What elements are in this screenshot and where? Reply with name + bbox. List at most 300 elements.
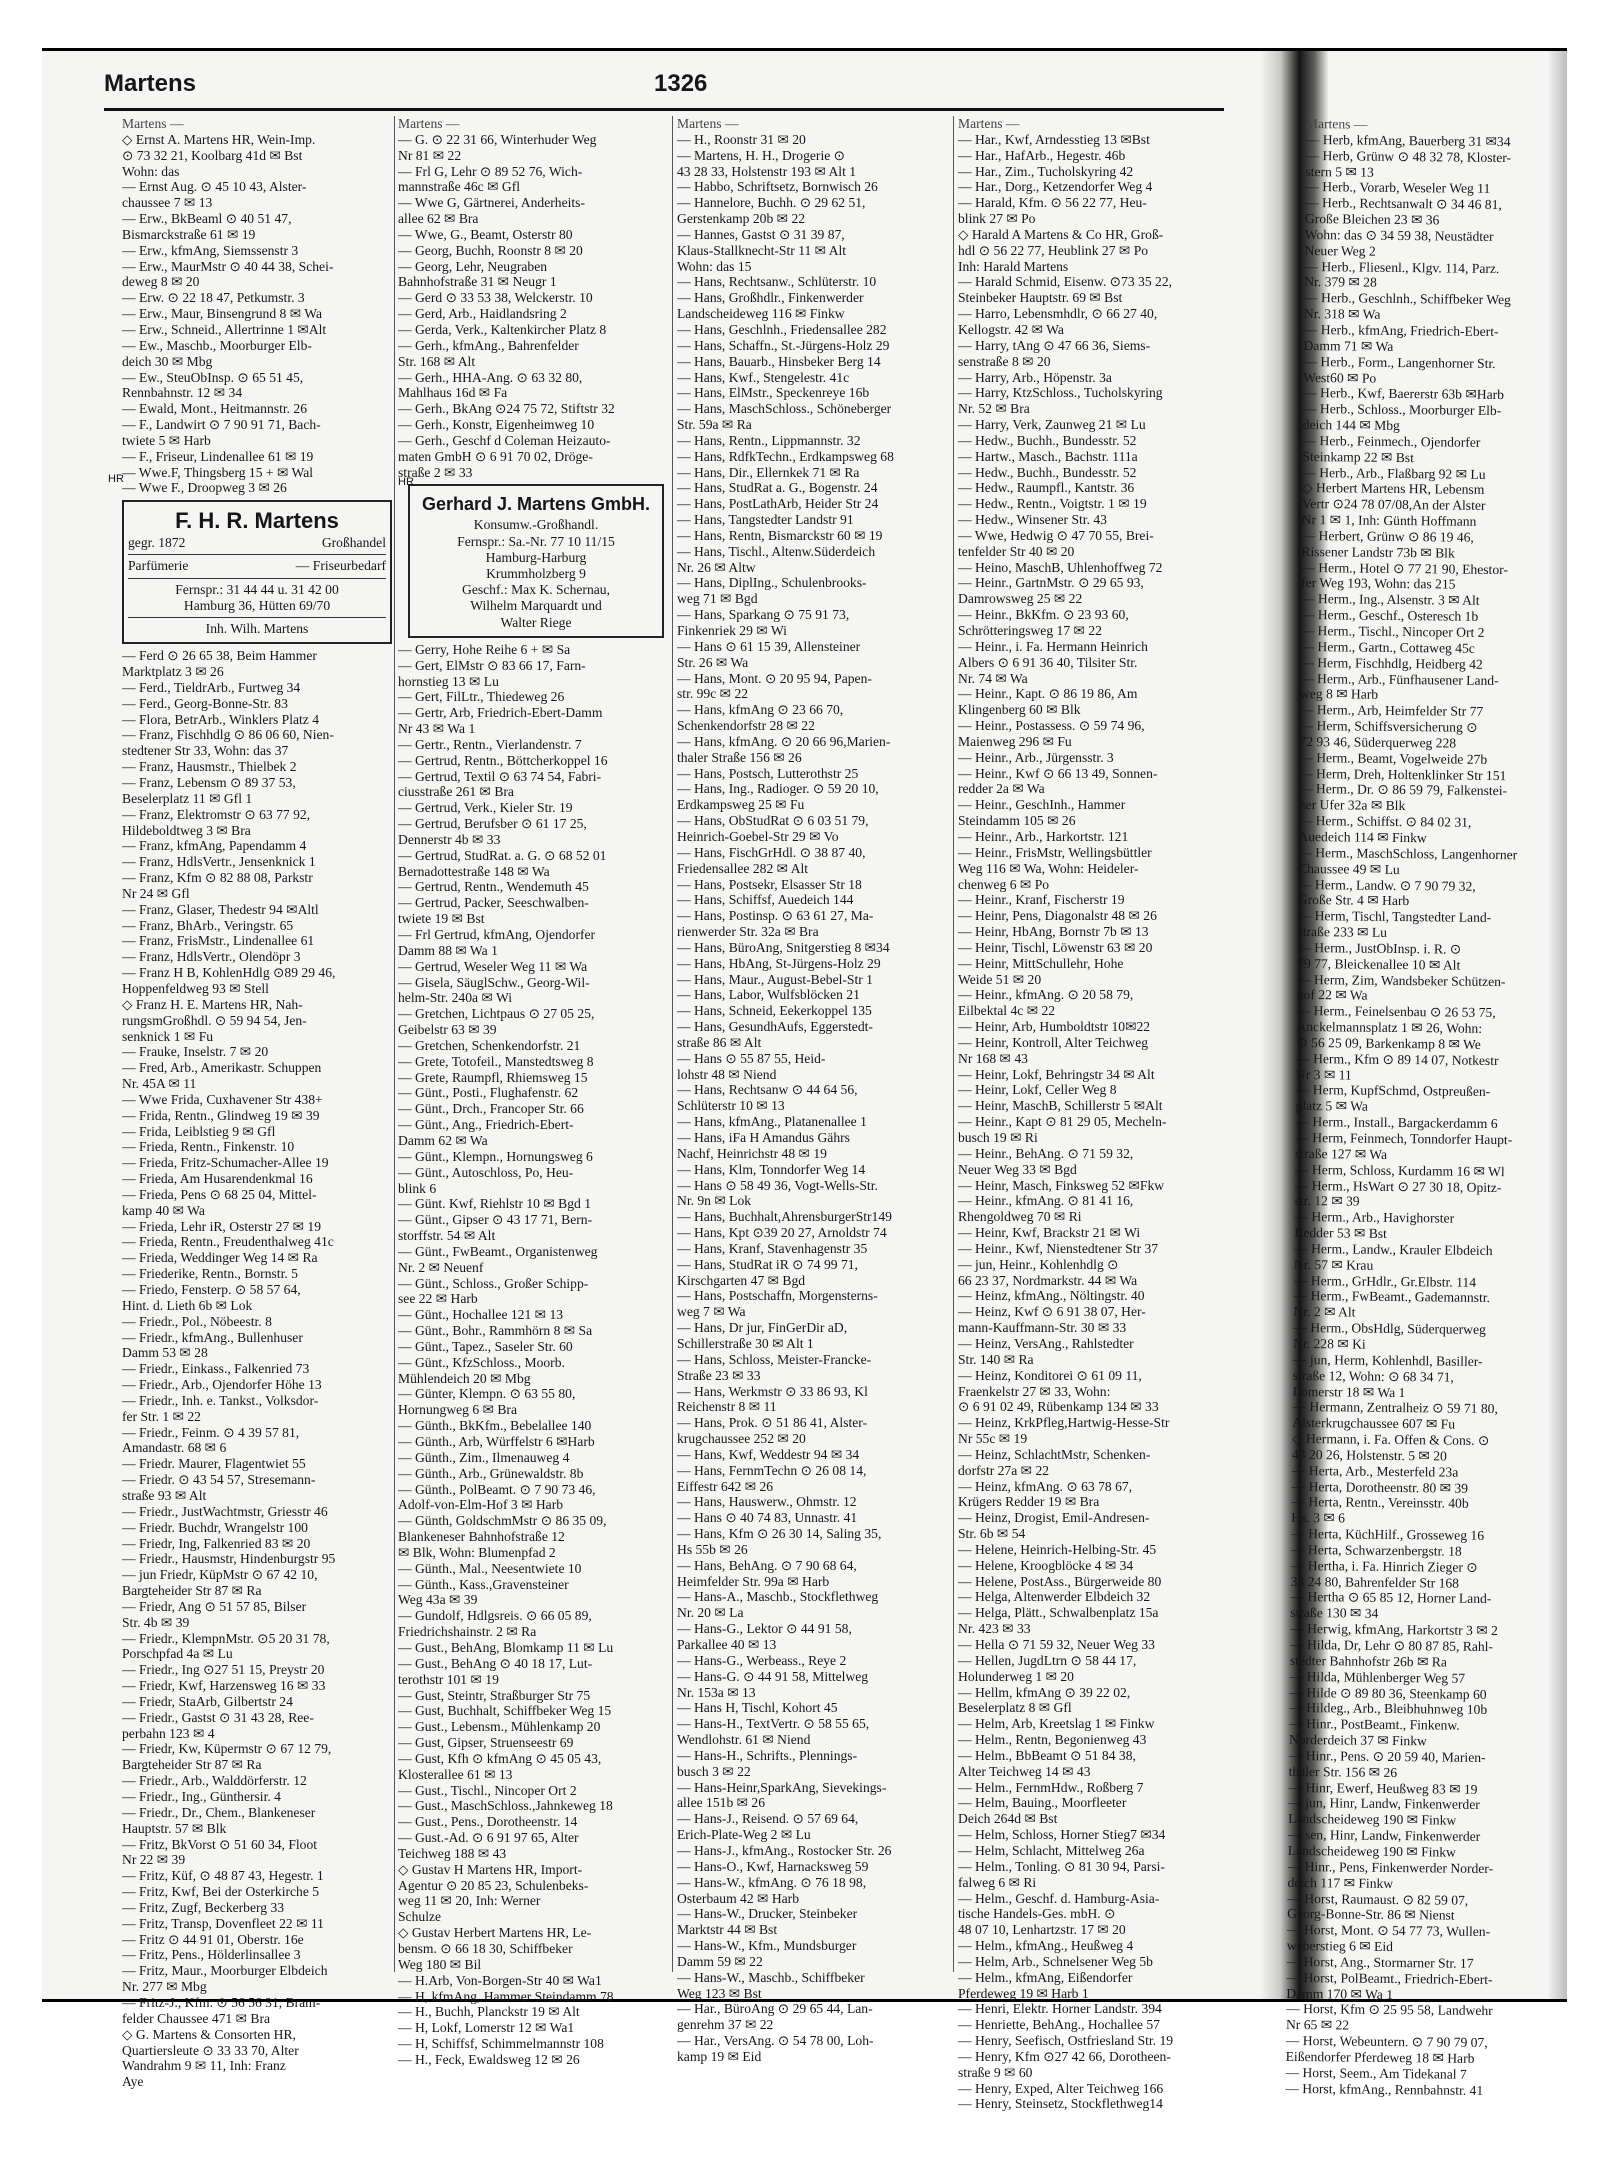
directory-entry-line: — Gertrud, Rentn., Böttcherkoppel 16: [398, 752, 608, 768]
directory-entry-line: — Hedw., Raumpfl., Kantstr. 36: [958, 480, 1135, 496]
directory-entry-line: — Herm., JustObInsp. i. R. ⊙: [1297, 939, 1462, 957]
directory-entry-line: Hs. 3 ✉ 6: [1291, 1510, 1346, 1526]
directory-entry-line: — Frieda, Rentn., Finkenstr. 10: [122, 1139, 295, 1155]
directory-entry-line: redder 2a ✉ Wa: [958, 781, 1045, 797]
directory-entry-line: — Friedr, Kw, Küpermstr ⊙ 67 12 79,: [122, 1741, 332, 1757]
directory-entry-line: — Heinz, KrkPfleg,Hartwig-Hesse-Str: [958, 1415, 1170, 1431]
directory-entry-line: dorfstr 27a ✉ 22: [958, 1462, 1050, 1478]
directory-entry-line: — Herb, kfmAng, Bauerberg 31 ✉34: [1305, 131, 1511, 149]
directory-entry-line: Bargteheider Str 87 ✉ Ra: [122, 1757, 262, 1773]
directory-entry-line: — Herta, KüchHilf., Grosseweg 16: [1291, 1526, 1485, 1544]
directory-entry-line: Damm 71 ✉ Wa: [1303, 337, 1394, 354]
directory-entry-line: — Hartw., Masch., Bachstr. 111a: [958, 448, 1138, 464]
directory-entry-line: straße 2 ✉ 33: [398, 464, 473, 480]
directory-entry-line: — Hans, MaschSchloss., Schöneberger: [677, 401, 892, 417]
directory-entry-line: — Günt., KfzSchloss., Moorb.: [398, 1354, 565, 1370]
directory-entry-line: Heinrich-Goebel-Str 29 ✉ Vo: [677, 828, 839, 844]
directory-entry-line: — Hans, Schneid, Eekerkoppel 135: [677, 1003, 872, 1019]
directory-entry-line: — Hans, kfmAng. ⊙ 20 66 96,Marien-: [677, 733, 891, 749]
directory-entry-line: Landscheideweg 190 ✉ Finkw: [1288, 1811, 1457, 1828]
directory-entry-line: Inh: Harald Martens: [958, 258, 1069, 274]
directory-entry-line: — Hans, BüroAng, Snitgerstieg 8 ✉34: [677, 939, 890, 955]
directory-entry-line: — Franz, FrisMstr., Lindenallee 61: [122, 933, 315, 949]
directory-entry-line: — Heinr, Pens, Diagonalstr 48 ✉ 26: [958, 908, 1157, 924]
directory-entry-line: — Günth., Kass.,Gravensteiner: [398, 1576, 569, 1592]
directory-entry-line: — Gerh., kfmAng., Bahrenfelder: [398, 337, 579, 353]
directory-entry-line: Neuer Weg 33 ✉ Bgd: [958, 1161, 1077, 1177]
directory-entry-line: — Hans, Kranf, Stavenhagenstr 35: [677, 1240, 868, 1256]
directory-entry-line: — Fritz, Kwf, Bei der Osterkirche 5: [122, 1884, 320, 1900]
directory-entry-line: straße 130 ✉ 34: [1290, 1605, 1379, 1622]
directory-entry-line: deich 144 ✉ Mbg: [1302, 417, 1400, 434]
directory-entry-line: ciusstraße 261 ✉ Bra: [398, 784, 514, 800]
directory-entry-line: — Friedr., Ing., Günthersir. 4: [122, 1789, 281, 1805]
directory-entry-line: — Hans, PostLathArb, Heider Str 24: [677, 496, 879, 512]
directory-entry-line: — Herm., Arb., Fünfhausener Land-: [1300, 670, 1499, 688]
directory-entry-line: — Georg, Buchh, Roonstr 8 ✉ 20: [398, 242, 583, 258]
directory-entry-line: — Helm., kfmAng., Heußweg 4: [958, 1938, 1134, 1954]
directory-entry-line: Gerstenkamp 20b ✉ 22: [677, 211, 806, 227]
directory-entry-line: — Franz, Fischhdlg ⊙ 86 06 60, Nien-: [122, 727, 334, 743]
directory-entry-line: — Hans, Rentn, Bismarckstr 60 ✉ 19: [677, 527, 883, 543]
directory-entry-line: — Hans, FischGrHdl. ⊙ 38 87 40,: [677, 844, 866, 860]
directory-entry-line: — Gert, FilLtr., Thiedeweg 26: [398, 689, 565, 705]
directory-entry-line: straße 93 ✉ Alt: [122, 1487, 207, 1503]
directory-entry-line: — Helm., FernmHdw., Roßberg 7: [958, 1779, 1144, 1795]
directory-entry-line: 72 93 46, Süderquerweg 228: [1299, 733, 1457, 751]
directory-entry-line: — Friedr. Maurer, Flagentwiet 55: [122, 1456, 306, 1472]
ad-hr-label: HR: [108, 473, 124, 485]
directory-entry-line: — Günt., Bohr., Rammhörn 8 ✉ Sa: [398, 1323, 593, 1339]
directory-entry-line: — Gust.-Ad. ⊙ 6 91 97 65, Alter: [398, 1830, 579, 1846]
directory-entry-line: twiete 5 ✉ Harb: [122, 432, 211, 448]
directory-entry-line: Hs 55b ✉ 26: [677, 1541, 748, 1557]
directory-entry-line: — Gertrud, Verk., Kieler Str. 19: [398, 800, 573, 816]
directory-entry-line: — Hans-W., Kfm., Mundsburger: [677, 1938, 857, 1954]
directory-entry-line: — Heinz, Konditorei ⊙ 61 09 11,: [958, 1367, 1142, 1383]
ad-address: Hamburg 36, Hütten 69/70: [183, 597, 331, 613]
directory-entry-line: — Frida, Leiblstieg 9 ✉ Gfl: [122, 1123, 276, 1139]
directory-entry-line: — Heinr., GeschInh., Hammer: [958, 797, 1126, 813]
directory-entry-line: 43 28 33, Holstenstr 193 ✉ Alt 1: [677, 163, 857, 179]
directory-entry-line: — Hilda, Dr, Lehr ⊙ 80 87 85, Rahl-: [1289, 1636, 1494, 1655]
directory-entry-line: — Heinr., Arb., Jürgensstr. 3: [958, 749, 1114, 765]
directory-entry-line: — Hans, GesundhAufs, Eggerstedt-: [677, 1019, 873, 1035]
directory-entry-line: thaler Straße 156 ✉ 26: [677, 749, 802, 765]
directory-entry-line: — Fritz, Zugf, Beckerberg 33: [122, 1899, 285, 1915]
directory-entry-line: — Herb., Kwf, Baererstr 63b ✉Harb: [1303, 385, 1505, 403]
ad-goods-left: Parfümerie: [128, 558, 189, 574]
directory-entry-line: — Herm, Tischl, Tangstedter Land-: [1297, 908, 1492, 926]
directory-entry-line: Nr 55c ✉ 19: [958, 1431, 1028, 1447]
directory-entry-line: — Friedr., Feinm. ⊙ 4 39 57 81,: [122, 1424, 300, 1440]
directory-entry-line: genrehm 37 ✉ 22: [677, 2017, 774, 2033]
directory-entry-line: — Günth., BkKfm., Bebelallee 140: [398, 1418, 592, 1434]
directory-entry-line: — Herm., Schiffst. ⊙ 84 02 31,: [1298, 813, 1472, 830]
directory-entry-line: Nr. 57 ✉ Krau: [1293, 1256, 1374, 1273]
directory-entry-line: — Frl Gertrud, kfmAng, Ojendorfer: [398, 927, 596, 943]
directory-entry-line: — Horst, Webeuntern. ⊙ 7 90 79 07,: [1285, 2032, 1488, 2051]
ad-divider: [128, 578, 386, 579]
directory-entry-line: — Friedr., Arb., Ojendorfer Höhe 13: [122, 1377, 322, 1393]
directory-entry-line: busch 3 ✉ 22: [677, 1763, 751, 1779]
directory-entry-line: — Heinr., GartnMstr. ⊙ 29 65 93,: [958, 575, 1144, 591]
directory-entry-line: deich 30 ✉ Mbg: [122, 353, 213, 369]
directory-entry-line: — Gertr, Arb, Friedrich-Ebert-Damm: [398, 705, 603, 721]
directory-entry-line: — Gust, Kfh ⊙ kfmAng ⊙ 45 05 43,: [398, 1750, 602, 1766]
directory-entry-line: Damm 59 ✉ 22: [677, 1953, 763, 1969]
directory-entry-line: — Hans, Rentn., Lippmannstr. 32: [677, 432, 861, 448]
directory-entry-line: — Hans, FernmTechn ⊙ 26 08 14,: [677, 1462, 867, 1478]
directory-entry-line: — Hellen, JugdLtrn ⊙ 58 44 17,: [958, 1652, 1137, 1668]
directory-entry-line: Damm 88 ✉ Wa 1: [398, 942, 498, 958]
entry-list: [958, 132, 1224, 2112]
directory-entry-line: Klaus-Stallknecht-Str 11 ✉ Alt: [677, 242, 847, 258]
directory-entry-line: — Horst, Kfm ⊙ 25 95 58, Landwehr: [1286, 2001, 1493, 2019]
directory-entry-line: Nr. 26 ✉ Altw: [677, 559, 756, 575]
ad-owner: Inh. Wilh. Martens: [205, 621, 309, 637]
directory-entry-line: ◇ Ernst A. Martens HR, Wein-Imp.: [122, 131, 316, 147]
entry-list: [398, 642, 664, 2068]
directory-entry-line: — Herm., HsWart ⊙ 27 30 18, Opitz-: [1294, 1177, 1502, 1195]
directory-entry-line: Beselerplatz 11 ✉ Gfl 1: [122, 790, 253, 806]
directory-entry-line: Friedrichshainstr. 2 ✉ Ra: [398, 1624, 537, 1640]
directory-entry-line: perbahn 123 ✉ 4: [122, 1725, 215, 1741]
directory-entry-line: — Ew., SteuObInsp. ⊙ 65 51 45,: [122, 369, 304, 385]
directory-entry-line: ◇ Gustav H Martens HR, Import-: [398, 1861, 583, 1877]
directory-entry-line: — Harry, Verk, Zaunweg 21 ✉ Lu: [958, 417, 1146, 433]
directory-entry-line: — Hans, kfmAng., Platanenallee 1: [677, 1114, 867, 1130]
directory-entry-line: Wendlohstr. 61 ✉ Niend: [677, 1732, 811, 1748]
directory-entry-line: — Har., Dorg., Ketzendorfer Weg 4: [958, 179, 1153, 195]
directory-entry-line: Straße 23 ✉ 33: [677, 1367, 761, 1383]
directory-entry-line: Beselerplatz 8 ✉ Gfl: [958, 1700, 1072, 1716]
directory-entry-line: — Ew., Maschb., Moorburger Elb-: [122, 337, 312, 353]
directory-entry-line: — Hans, Rechtsanw ⊙ 44 64 56,: [677, 1082, 858, 1098]
directory-entry-line: — Heinr., kfmAng. ⊙ 81 41 16,: [958, 1193, 1134, 1209]
directory-entry-line: — Gerh., Geschf d Coleman Heizauto-: [398, 432, 611, 448]
directory-entry-line: — Heinr., i. Fa. Hermann Heinrich: [958, 638, 1148, 654]
directory-entry-line: — Heinz, SchlachtMstr, Schenken-: [958, 1446, 1151, 1462]
directory-entry-line: — Friedr., Inh. e. Tankst., Volksdor-: [122, 1392, 319, 1408]
directory-entry-line: maten GmbH ⊙ 6 91 70 02, Dröge-: [398, 448, 593, 464]
directory-entry-line: — Herwig, kfmAng, Harkortstr 3 ✉ 2: [1290, 1621, 1498, 1639]
directory-entry-line: — Hans, Tischl., Altenw.Süderdeich: [677, 543, 876, 559]
directory-entry-line: — Frieda, Pens ⊙ 68 25 04, Mittel-: [122, 1186, 317, 1202]
ad-managers: Wilhelm Marquardt und: [470, 598, 602, 614]
directory-entry-line: senstraße 8 ✉ 20: [958, 353, 1051, 369]
directory-entry-line: Große Str. 4 ✉ Harb: [1297, 892, 1410, 909]
directory-entry-line: Fraenkelstr 27 ✉ 33, Wohn:: [958, 1383, 1111, 1399]
directory-entry-line: — Har., Kwf, Arndesstieg 13 ✉Bst: [958, 131, 1150, 147]
directory-entry-line: Nr 1 ✉ 1, Inh: Günth Hoffmann: [1301, 512, 1477, 529]
directory-entry-line: — Erw., MaurMstr ⊙ 40 44 38, Schei-: [122, 258, 334, 274]
directory-entry-line: Agentur ⊙ 20 85 23, Schulenbeks-: [398, 1877, 589, 1893]
directory-entry-line: — Herm, Dreh, Holtenklinker Str 151: [1299, 765, 1507, 783]
directory-entry-line: — Gerry, Hohe Reihe 6 + ✉ Sa: [398, 641, 571, 657]
directory-entry-line: — Friedr., KlempnMstr. ⊙5 20 31 78,: [122, 1630, 330, 1646]
directory-entry-line: — jun, Hinr, Landw, Finkenwerder: [1288, 1795, 1480, 1813]
directory-entry-line: Dennerstr 4b ✉ 33: [398, 831, 501, 847]
directory-entry-line: Schenkendorfstr 28 ✉ 22: [677, 718, 815, 734]
directory-entry-line: Nr. 20 ✉ La: [677, 1605, 744, 1621]
directory-entry-line: 43 20 26, Holstenstr. 5 ✉ 20: [1291, 1446, 1447, 1464]
directory-entry-line: — Henry, Seefisch, Ostfriesland Str. 19: [958, 2033, 1174, 2049]
directory-entry-line: — Helm., kfmAng, Eißendorfer: [958, 1969, 1133, 1985]
directory-entry-line: blink 6: [398, 1180, 437, 1196]
directory-entry-line: — Friedr., Arb., Walddörferstr. 12: [122, 1773, 307, 1789]
directory-entry-line: — Hans, Postinsp. ⊙ 63 61 27, Ma-: [677, 908, 874, 924]
directory-entry-line: chenweg 6 ✉ Po: [958, 876, 1050, 892]
directory-entry-line: — Frieda, Am Husarendenkmal 16: [122, 1171, 313, 1187]
directory-entry-line: — Frauke, Inselstr. 7 ✉ 20: [122, 1044, 269, 1060]
directory-entry-line: — Gerda, Verk., Kaltenkircher Platz 8: [398, 321, 607, 337]
entry-list: [122, 132, 392, 496]
directory-entry-line: — Frieda, Lehr iR, Osterstr 27 ✉ 19: [122, 1218, 322, 1234]
directory-entry-line: — Har., BüroAng ⊙ 29 65 44, Lan-: [677, 2001, 873, 2017]
column-head: Martens —: [1305, 116, 1368, 132]
directory-entry-line: Nr. 318 ✉ Wa: [1303, 306, 1381, 322]
directory-entry-line: — Hans, kfmAng ⊙ 23 66 70,: [677, 702, 844, 718]
directory-entry-line: — Horst, Mont. ⊙ 54 77 73, Wullen-: [1286, 1922, 1491, 1940]
ad-goods-right: — Friseurbedarf: [295, 558, 386, 574]
directory-entry-line: — Helm, Schloss, Horner Stieg7 ✉34: [958, 1827, 1166, 1843]
directory-entry-line: Str. 26 ✉ Wa: [677, 654, 749, 670]
directory-entry-line: — Helene, Kroogblöcke 4 ✉ 34: [958, 1557, 1134, 1573]
directory-entry-line: Reichenstr 8 ✉ 11: [677, 1399, 777, 1415]
column-divider: [672, 116, 673, 1972]
directory-entry-line: — Gerh., BkAng ⊙24 75 72, Stiftstr 32: [398, 401, 615, 417]
directory-entry-line: hornstieg 13 ✉ Lu: [398, 673, 499, 689]
directory-entry-line: bensm. ⊙ 66 18 30, Schiffbeker: [398, 1941, 573, 1957]
directory-entry-line: Marktplatz 3 ✉ 26: [122, 664, 224, 680]
directory-entry-line: Landscheideweg 116 ✉ Finkw: [677, 306, 845, 322]
directory-entry-line: straße 127 ✉ Wa: [1295, 1145, 1388, 1162]
directory-entry-line: — Herm., FwBeamt., Gademannstr.: [1293, 1288, 1491, 1306]
directory-entry-line: — Hans-O., Kwf, Harnacksweg 59: [677, 1858, 869, 1874]
directory-column-1: [122, 116, 392, 2090]
directory-entry-line: — Gertrud, Packer, Seeschwalben-: [398, 895, 589, 911]
directory-entry-line: — Heinr, MaschB, Schillerstr 5 ✉Alt: [958, 1098, 1163, 1114]
directory-entry-line: — Henry, Kfm ⊙27 42 66, Dorotheen-: [958, 2048, 1171, 2064]
directory-entry-line: Eißendorfer Pferdeweg 18 ✉ Harb: [1285, 2048, 1475, 2066]
directory-entry-line: — Gretchen, Schenkendorfstr. 21: [398, 1037, 581, 1053]
directory-entry-line: — Hans, Dr jur, FinGerDir aD,: [677, 1320, 848, 1336]
directory-entry-line: — Helm, Bauing., Moorfleeter: [958, 1795, 1127, 1811]
directory-entry-line: — Herm., Geschf., Osteresch 1b: [1300, 607, 1479, 624]
page-number: 1326: [654, 70, 708, 97]
directory-entry-line: — Hans, Hauswerw., Ohmstr. 12: [677, 1494, 857, 1510]
directory-entry-line: — Herb., Geschlnh., Schiffbeker Weg: [1304, 290, 1511, 308]
directory-entry-line: Aye: [122, 2074, 144, 2090]
directory-entry-line: busch 19 ✉ Ri: [958, 1130, 1038, 1145]
directory-entry-line: — Henri, Elektr. Horner Landstr. 394: [958, 2001, 1162, 2017]
directory-entry-line: — Hans-A., Maschb., Stockflethweg: [677, 1589, 879, 1605]
directory-entry-line: mannstraße 46c ✉ Gfl: [398, 179, 520, 195]
directory-entry-line: — Herta, Dorotheenstr. 80 ✉ 39: [1291, 1478, 1469, 1496]
directory-entry-line: Rissener Landstr 73b ✉ Blk: [1301, 543, 1455, 561]
ad-title: F. H. R. Martens: [175, 508, 339, 534]
directory-entry-line: rungsmGroßhdl. ⊙ 59 94 54, Jen-: [122, 1012, 307, 1028]
directory-entry-line: Nr. 153a ✉ 13: [677, 1684, 756, 1700]
directory-entry-line: — Günt., Schloss., Großer Schipp-: [398, 1275, 589, 1291]
directory-entry-line: — Frida, Rentn., Glindweg 19 ✉ 39: [122, 1107, 320, 1123]
ad-title: Gerhard J. Martens GmbH.: [421, 494, 651, 515]
directory-entry-line: Wohn: das ⊙ 34 59 38, Neustädter: [1304, 226, 1494, 244]
directory-entry-line: Maienweg 296 ✉ Fu: [958, 733, 1072, 749]
directory-entry-line: — Hans-J., Reisend. ⊙ 57 69 64,: [677, 1811, 859, 1827]
directory-entry-line: — Heino, MaschB, Uhlenhoffweg 72: [958, 559, 1163, 575]
directory-entry-line: — Ewald, Mont., Heitmannstr. 26: [122, 401, 308, 417]
directory-entry-line: Bargteheider Str 87 ✉ Ra: [122, 1583, 262, 1599]
directory-entry-line: — Günt., Gipser ⊙ 43 17 71, Bern-: [398, 1212, 593, 1228]
directory-entry-line: — Hans-W., kfmAng. ⊙ 76 18 98,: [677, 1874, 867, 1890]
directory-entry-line: Hoppenfeldweg 93 ✉ Stell: [122, 980, 269, 996]
directory-entry-line: lohstr 48 ✉ Niend: [677, 1066, 777, 1082]
directory-entry-line: — jun Friedr, KüpMstr ⊙ 67 42 10,: [122, 1567, 318, 1583]
directory-entry-line: — Hedw., Winsener Str. 43: [958, 512, 1107, 528]
directory-entry-line: Nr 81 ✉ 22: [398, 147, 462, 163]
directory-entry-line: Auedeich 114 ✉ Finkw: [1298, 828, 1427, 846]
directory-entry-line: — Hans-W., Maschb., Schiffbeker: [677, 1969, 865, 1985]
directory-entry-line: Georg-Bonne-Str. 86 ✉ Nienst: [1287, 1906, 1455, 1923]
directory-entry-line: — H.Arb, Von-Borgen-Str 40 ✉ Wa1: [398, 1972, 602, 1988]
directory-entry-line: — Herm, Feinmech, Tonndorfer Haupt-: [1295, 1129, 1513, 1148]
directory-entry-line: see 22 ✉ Harb: [398, 1291, 478, 1307]
directory-entry-line: — Hans ⊙ 58 49 36, Vogt-Wells-Str.: [677, 1177, 878, 1193]
directory-entry-line: — Hans, Schiffsf, Auedeich 144: [677, 892, 854, 908]
directory-entry-line: West60 ✉ Po: [1303, 369, 1377, 386]
directory-entry-line: — Hella ⊙ 71 59 32, Neuer Weg 33: [958, 1637, 1155, 1652]
directory-entry-line: — Gertrud, StudRat. a. G. ⊙ 68 52 01: [398, 847, 607, 863]
directory-entry-line: weg 71 ✉ Bgd: [677, 591, 758, 607]
directory-entry-line: — Hans, Postsch, Lutterothstr 25: [677, 765, 859, 781]
directory-entry-line: Wohn: das: [122, 163, 180, 179]
directory-entry-line: — Gust, Buchhalt, Schiffbeker Weg 15: [398, 1703, 612, 1719]
directory-entry-line: — Friedr., Dr., Chem., Blankeneser: [122, 1804, 316, 1820]
directory-entry-line: 48 07 10, Lenhartzstr. 17 ✉ 20: [958, 1922, 1126, 1938]
directory-entry-line: — Hans, Schloss, Meister-Francke-: [677, 1351, 872, 1367]
directory-entry-line: thaler Str. 156 ✉ 26: [1288, 1763, 1398, 1780]
directory-entry-line: — Herm., MaschSchloss, Langenhorner: [1298, 844, 1518, 863]
directory-entry-line: Albers ⊙ 6 91 36 40, Tilsiter Str.: [958, 654, 1138, 670]
directory-entry-line: Parkallee 40 ✉ 13: [677, 1637, 777, 1652]
directory-entry-line: — Hilde ⊙ 89 80 36, Steenkamp 60: [1289, 1684, 1487, 1702]
directory-entry-line: — Frieda, Weddinger Weg 14 ✉ Ra: [122, 1250, 318, 1266]
directory-entry-line: — Herm., Hotel ⊙ 77 21 90, Ehestor-: [1301, 559, 1509, 577]
directory-entry-line: — Ferd., TieldrArb., Furtweg 34: [122, 679, 301, 695]
entry-list: [677, 132, 949, 2065]
directory-entry-line: — Friedr., Einkass., Falkenried 73: [122, 1361, 310, 1377]
directory-entry-line: — Herm., GrHdlr., Gr.Elbstr. 114: [1293, 1272, 1477, 1290]
directory-entry-line: — Fritz, Pens., Hölderlinsallee 3: [122, 1947, 301, 1963]
directory-entry-line: — Frieda, Fritz-Schumacher-Allee 19: [122, 1155, 329, 1171]
directory-entry-line: Weg 180 ✉ Bil: [398, 1956, 482, 1972]
directory-entry-line: allee 151b ✉ 26: [677, 1795, 766, 1811]
directory-entry-line: Teichweg 188 ✉ 43: [398, 1845, 507, 1861]
directory-entry-line: — Hans, Ing., Radioger. ⊙ 59 20 10,: [677, 781, 879, 797]
directory-entry-line: — Harry, Arb., Höpenstr. 3a: [958, 369, 1112, 385]
directory-entry-line: — Herm., Arb, Heimfelder Str 77: [1299, 702, 1484, 720]
directory-entry-line: ⊙ 56 25 09, Barkenkamp 8 ✉ We: [1296, 1034, 1481, 1052]
directory-entry-line: — Herm, Schloss, Kurdamm 16 ✉ Wl: [1294, 1161, 1505, 1179]
directory-entry-line: ✉ Blk, Wohn: Blumenpfad 2: [398, 1544, 556, 1560]
directory-entry-line: ◇ Hermann, i. Fa. Offen & Cons. ⊙: [1292, 1430, 1490, 1449]
directory-entry-line: Nr. 74 ✉ Wa: [958, 670, 1028, 686]
directory-entry-line: Mahlhaus 16d ✉ Fa: [398, 385, 508, 401]
directory-entry-line: — Helm., Rentn, Begonienweg 43: [958, 1732, 1147, 1748]
directory-entry-line: — Hans H, Tischl, Kohort 45: [677, 1700, 838, 1716]
directory-entry-line: — Har., HafArb., Hegestr. 46b: [958, 147, 1126, 163]
directory-entry-line: — Wwe, Hedwig ⊙ 47 70 55, Brei-: [958, 527, 1154, 543]
directory-entry-line: — Friedr., kfmAng., Bullenhuser: [122, 1329, 303, 1345]
directory-entry-line: helm-Str. 240a ✉ Wi: [398, 990, 513, 1006]
directory-entry-line: kamp 40 ✉ Wa: [122, 1202, 205, 1218]
directory-entry-line: — Herm., Kfm ⊙ 89 14 07, Notkestr: [1296, 1050, 1499, 1068]
directory-entry-line: — Hinr., PostBeamt., Finkenw.: [1289, 1716, 1460, 1733]
directory-entry-line: Hauptstr. 57 ✉ Blk: [122, 1820, 227, 1836]
directory-entry-line: Klingenberg 60 ✉ Blk: [958, 702, 1081, 718]
directory-entry-line: — Heinr, Kontroll, Alter Teichweg: [958, 1034, 1149, 1050]
directory-entry-line: — Heinz, VersAng., Rahlstedter: [958, 1335, 1134, 1351]
directory-entry-line: — Franz, HdlsVertr., Olendöpr 3: [122, 949, 301, 965]
directory-entry-line: — Günt., FwBeamt., Organistenweg: [398, 1243, 598, 1259]
directory-entry-line: — Gerd ⊙ 33 53 38, Welckerstr. 10: [398, 290, 593, 306]
directory-entry-line: — Gertrud, Rentn., Wendemuth 45: [398, 879, 589, 895]
directory-entry-line: — H., Buchh, Planckstr 19 ✉ Alt: [398, 2004, 580, 2020]
directory-entry-line: — Horst, Ang., Stormarner Str. 17: [1286, 1953, 1474, 1971]
directory-entry-line: Große Bleichen 23 ✉ 36: [1304, 211, 1440, 228]
entry-list: [398, 132, 664, 481]
directory-entry-line: — Martens, H. H., Drogerie ⊙: [677, 147, 846, 163]
directory-entry-line: deich 117 ✉ Finkw: [1287, 1874, 1394, 1891]
directory-entry-line: platz 5 ✉ Wa: [1295, 1098, 1369, 1115]
directory-entry-line: — Ferd., Georg-Bonne-Str. 83: [122, 695, 288, 711]
directory-entry-line: — Herm., Landw., Krauler Elbdeich: [1294, 1240, 1493, 1258]
directory-entry-line: allee 62 ✉ Bra: [398, 211, 479, 227]
ad-founded: gegr. 1872: [128, 535, 186, 551]
directory-entry-line: — Hans, BehAng. ⊙ 7 90 68 64,: [677, 1557, 857, 1573]
directory-entry-line: Mühlendeich 20 ✉ Mbg: [398, 1370, 531, 1386]
directory-entry-line: Chaussee 49 ✉ Lu: [1298, 860, 1400, 877]
directory-entry-line: 79 77, Bleickenallee 10 ✉ Alt: [1297, 955, 1461, 973]
directory-entry-line: Nr 24 ✉ Gfl: [122, 885, 190, 901]
directory-entry-line: — Herb., Arb., Flaßbarg 92 ✉ Lu: [1302, 464, 1486, 482]
directory-entry-line: — Wwe.F, Thingsberg 15 + ✉ Wal: [122, 464, 314, 480]
directory-entry-line: Str. 140 ✉ Ra: [958, 1351, 1034, 1367]
directory-entry-line: straße 86 ✉ Alt: [677, 1034, 762, 1050]
directory-entry-line: — Friedr., Hausmstr, Hindenburgstr 95: [122, 1551, 336, 1567]
directory-entry-line: — Hertha ⊙ 65 85 12, Horner Land-: [1290, 1589, 1492, 1607]
directory-entry-line: ◇ G. Martens & Consorten HR,: [122, 2026, 296, 2042]
directory-entry-line: — Harro, Lebensmhdlr, ⊙ 66 27 40,: [958, 306, 1158, 322]
directory-entry-line: — F., Landwirt ⊙ 7 90 91 71, Bach-: [122, 417, 321, 433]
directory-entry-line: — H, kfmAng, Hammer Steindamm 78: [398, 1988, 614, 2004]
directory-entry-line: — Erw., Maur, Binsengrund 8 ✉ Wa: [122, 306, 323, 322]
directory-entry-line: deweg 8 ✉ 20: [122, 274, 200, 290]
directory-entry-line: — Gerh., HHA-Ang. ⊙ 63 32 80,: [398, 369, 583, 385]
directory-entry-line: Str. 168 ✉ Alt: [398, 353, 476, 369]
directory-entry-line: Nr. 52 ✉ Bra: [958, 401, 1030, 417]
column-head: Martens —: [958, 116, 1020, 131]
directory-entry-line: — Gust., Tischl., Nincoper Ort 2: [398, 1782, 577, 1798]
directory-entry-line: — Hans ⊙ 61 15 39, Allensteiner: [677, 638, 861, 654]
directory-entry-line: — H, Schiffsf, Schimmelmannstr 108: [398, 2036, 604, 2052]
directory-entry-line: — Herta, Arb., Mesterfeld 23a: [1291, 1462, 1459, 1480]
directory-entry-line: Geibelstr 63 ✉ 39: [398, 1022, 497, 1038]
directory-entry-line: — Gust., BehAng, Blomkamp 11 ✉ Lu: [398, 1639, 614, 1655]
directory-entry-line: Damm 170 ✉ Wa 1: [1286, 1985, 1394, 2002]
